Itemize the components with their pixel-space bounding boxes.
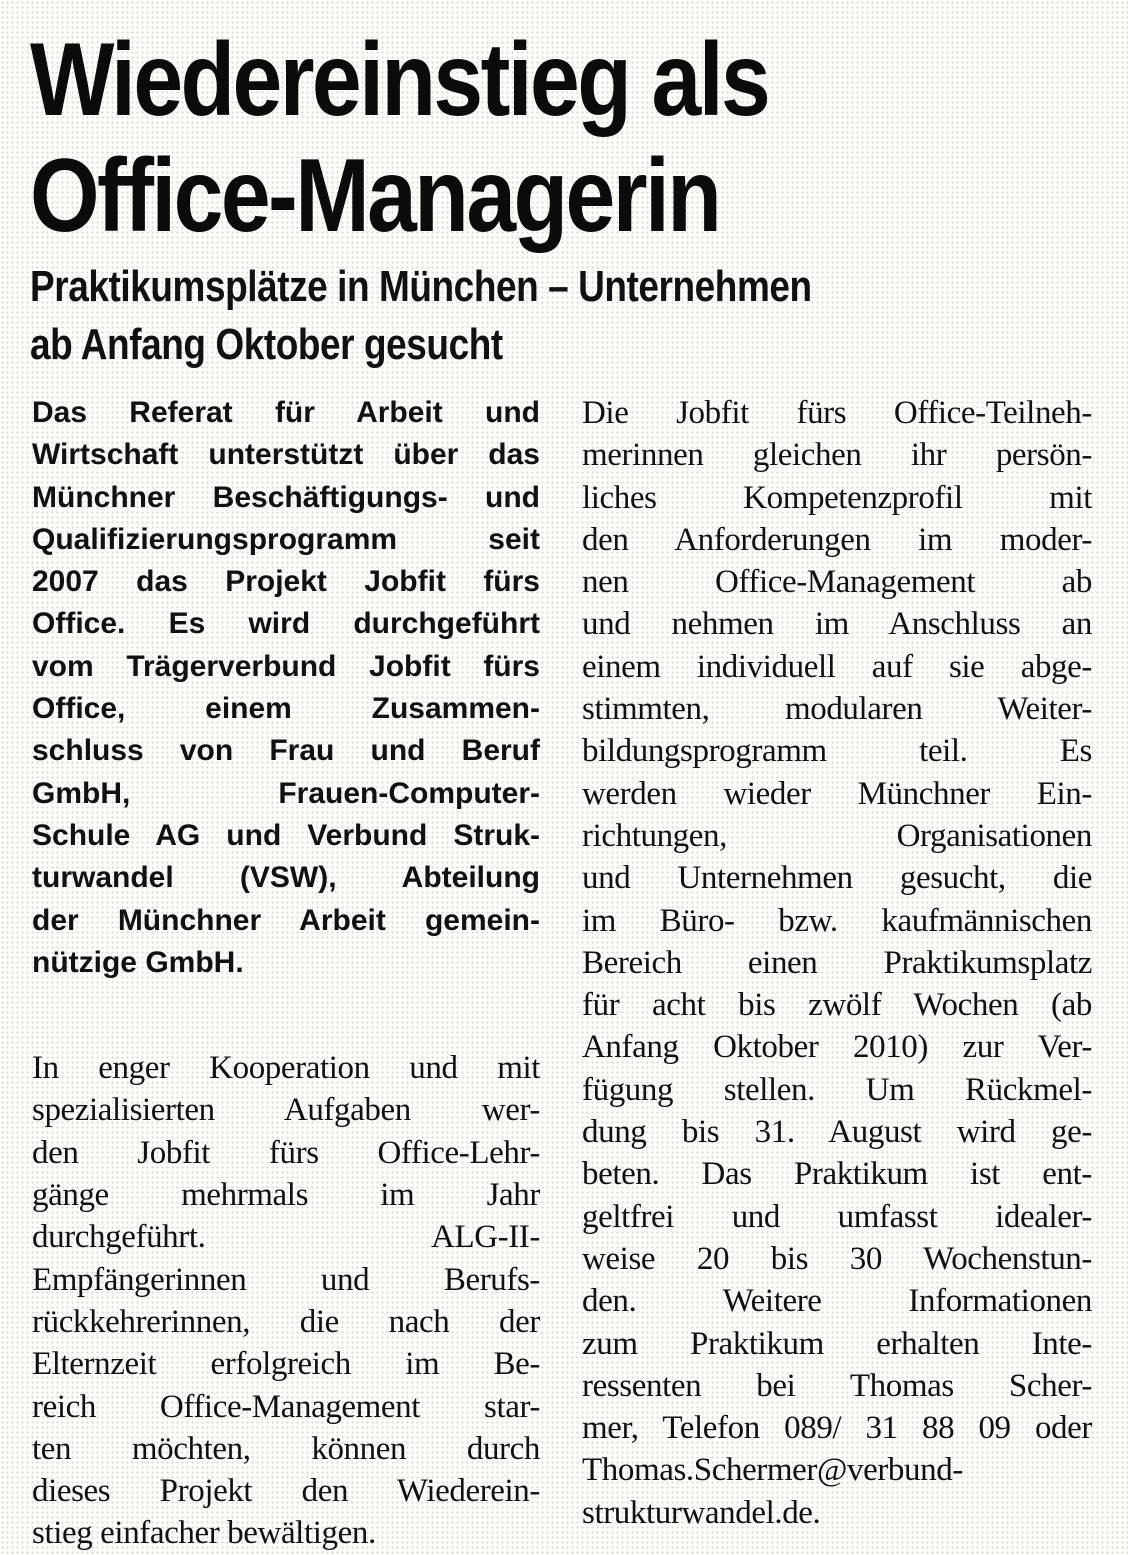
body-line: bildungsprogramm teil. Es — [582, 733, 1092, 770]
body-line: Thomas.Schermer@verbund- — [582, 1452, 963, 1489]
body-line: und Unternehmen gesucht, die — [582, 860, 1092, 897]
body-line: ten möchten, können durch — [32, 1430, 540, 1467]
lead-line: Wirtschaft unterstützt über das — [32, 438, 540, 472]
right-column — [582, 392, 1092, 1534]
subheadline-line: Praktikumsplätze in München – Unternehmen — [30, 262, 812, 311]
body-line: beten. Das Praktikum ist ent- — [582, 1156, 1092, 1193]
headline — [30, 22, 959, 254]
left-column — [32, 392, 540, 1555]
body-line: stimmten, modularen Weiter- — [582, 691, 1092, 728]
lead-line: Office, einem Zusammen- — [32, 692, 540, 726]
lead-line: schluss von Frau und Beruf — [32, 734, 540, 768]
body-line: spezialisierten Aufgaben wer- — [32, 1092, 540, 1129]
headline-line: Office-Managerin — [30, 138, 720, 254]
body-line: den Anforderungen im moder- — [582, 521, 1092, 558]
body-line: In enger Kooperation und mit — [32, 1050, 540, 1087]
body-line: ressenten bei Thomas Scher- — [582, 1367, 1092, 1404]
body-line: geltfrei und umfasst idealer- — [582, 1198, 1092, 1235]
body-line: richtungen, Organisationen — [582, 817, 1092, 854]
body-line: strukturwandel.de. — [582, 1494, 821, 1531]
body-line: dieses Projekt den Wiederein- — [32, 1473, 540, 1510]
lead-line: Das Referat für Arbeit und — [32, 396, 540, 429]
lead-line: Schule AG und Verbund Struk- — [32, 818, 540, 852]
body-line: nen Office-Management ab — [582, 564, 1092, 601]
body-line: werden wieder Münchner Ein- — [582, 775, 1092, 812]
body-line: Empfängerinnen und Berufs- — [32, 1261, 540, 1298]
body-line: dung bis 31. August wird ge- — [582, 1114, 1092, 1151]
lead-line: turwandel (VSW), Abteilung — [32, 861, 540, 895]
body-line: durchgeführt. ALG-II- — [32, 1219, 540, 1256]
body-line: Elternzeit erfolgreich im Be- — [32, 1346, 540, 1383]
body-line: und nehmen im Anschluss an — [582, 606, 1092, 643]
lead-paragraph — [32, 392, 540, 984]
body-line: den. Weitere Informationen — [582, 1283, 1092, 1320]
body-line: merinnen gleichen ihr persön- — [582, 437, 1092, 474]
body-line: für acht bis zwölf Wochen (ab — [582, 987, 1092, 1024]
body-line: weise 20 bis 30 Wochenstun- — [582, 1240, 1092, 1277]
body-line: Anfang Oktober 2010) zur Ver- — [582, 1029, 1092, 1066]
lead-line: Office. Es wird durchgeführt — [32, 607, 540, 641]
lead-line: der Münchner Arbeit gemein- — [32, 903, 540, 937]
body-line: stieg einfacher bewältigen. — [32, 1515, 376, 1552]
subheadline-line: ab Anfang Oktober gesucht — [30, 320, 503, 369]
lead-line: nützige GmbH. — [32, 945, 244, 979]
body-line: liches Kompetenzprofil mit — [582, 479, 1092, 516]
body-line: reich Office-Management star- — [32, 1388, 540, 1425]
lead-line: Münchner Beschäftigungs- und — [32, 480, 540, 514]
body-line: Die Jobfit fürs Office-Teilneh- — [582, 395, 1092, 431]
body-line: im Büro- bzw. kaufmännischen — [582, 902, 1092, 939]
body-line: den Jobfit fürs Office-Lehr- — [32, 1134, 540, 1171]
body-line: mer, Telefon 089/ 31 88 09 oder — [582, 1410, 1092, 1447]
headline-line: Wiedereinstieg als — [30, 22, 769, 138]
body-paragraph-left — [32, 1047, 540, 1555]
lead-line: 2007 das Projekt Jobfit fürs — [32, 565, 540, 599]
lead-line: GmbH, Frauen-Computer- — [32, 776, 540, 810]
body-line: rückkehrerinnen, die nach der — [32, 1303, 540, 1340]
lead-line: Qualifizierungsprogramm seit — [32, 522, 540, 556]
body-line: zum Praktikum erhalten Inte- — [582, 1325, 1092, 1362]
subheadline — [30, 258, 937, 374]
body-line: Bereich einen Praktikumsplatz — [582, 944, 1092, 981]
body-line: einem individuell auf sie abge- — [582, 648, 1092, 685]
body-line: gänge mehrmals im Jahr — [32, 1177, 540, 1214]
body-paragraph-right — [582, 392, 1092, 1534]
body-line: fügung stellen. Um Rückmel- — [582, 1071, 1092, 1108]
lead-line: vom Trägerverbund Jobfit fürs — [32, 649, 540, 683]
